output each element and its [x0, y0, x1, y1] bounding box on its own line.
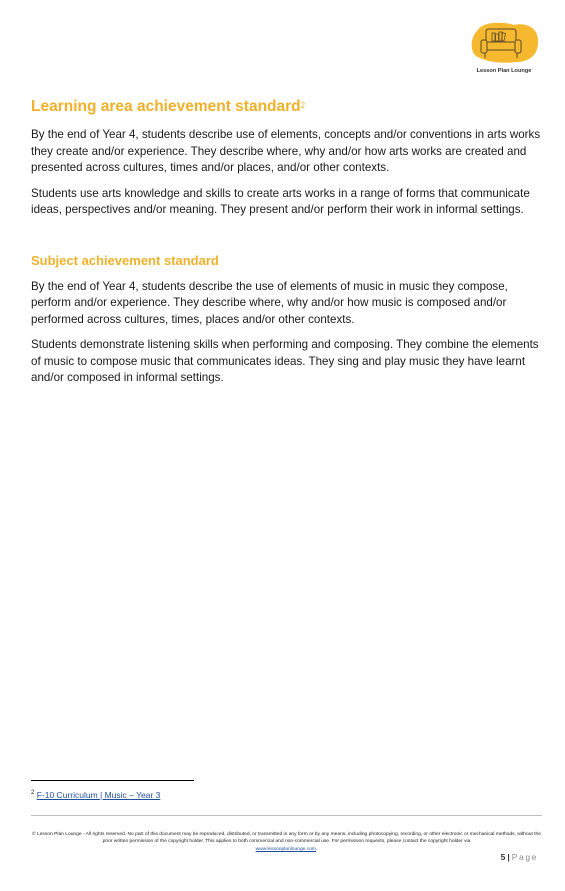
subject-achievement-heading: Subject achievement standard — [31, 252, 219, 268]
footnote-reference[interactable]: 2 — [300, 101, 306, 110]
learning-area-heading — [31, 97, 541, 117]
brand-logo — [468, 20, 540, 78]
footnote — [31, 790, 160, 800]
sofa-with-books-logo-icon — [468, 20, 540, 68]
page-label: Page — [511, 852, 538, 862]
footnote-link[interactable]: F-10 Curriculum | Music – Year 3 — [36, 790, 161, 800]
page-number — [501, 852, 538, 862]
page-number-value: 5 — [500, 852, 506, 862]
copyright-notice — [31, 831, 542, 853]
subject-achievement-paragraph-1: By the end of Year 4, students describe the use of elements of music in music they compose, perform and/or experience. They describe where, why and/or how music is composed and/or performed across cultures, times, places and/or other contexts. — [31, 279, 508, 326]
footnote-number: 2 — [31, 790, 35, 797]
legal-text: © Lesson Plan Lounge - All rights reserved. No part of this document may be reproduced, distributed, or transmitted in any form or by any means, including photocopying, recording, or other electronic or mechanical methods, without the prior written permission of the copyright holder. This applies to both commercial and non-commercial use. For permission requests, please contact the copyright holder via — [32, 832, 541, 845]
main-content — [31, 97, 541, 387]
legal-end: . — [316, 846, 318, 852]
learning-area-paragraph-1: By the end of Year 4, students describe use of elements, concepts and/or conventions in arts works they create and/or experience. They describe where, why and/or how arts works are created and presented across cultures, times and/or places, and/or other contexts. — [31, 128, 541, 174]
learning-area-paragraph-2: Students use arts knowledge and skills to create arts works in a range of forms that communicate ideas, perspectives and/or meaning. They present and/or perform their work in informal settings. — [31, 186, 530, 216]
page-separator: | — [507, 852, 510, 862]
subject-achievement-paragraph-2: Students demonstrate listening skills when performing and composing. They combine the elements of music to compose music that communicates ideas. They sing and play music they have learnt and/or composed in informal settings. — [31, 338, 539, 384]
logo-text: Lesson Plan Lounge — [476, 68, 532, 74]
website-link[interactable]: www.lessonplanlounge.com — [255, 846, 316, 852]
heading-text: Learning area achievement standard — [31, 98, 301, 115]
footer-divider — [31, 815, 542, 816]
footnote-divider — [31, 780, 194, 781]
